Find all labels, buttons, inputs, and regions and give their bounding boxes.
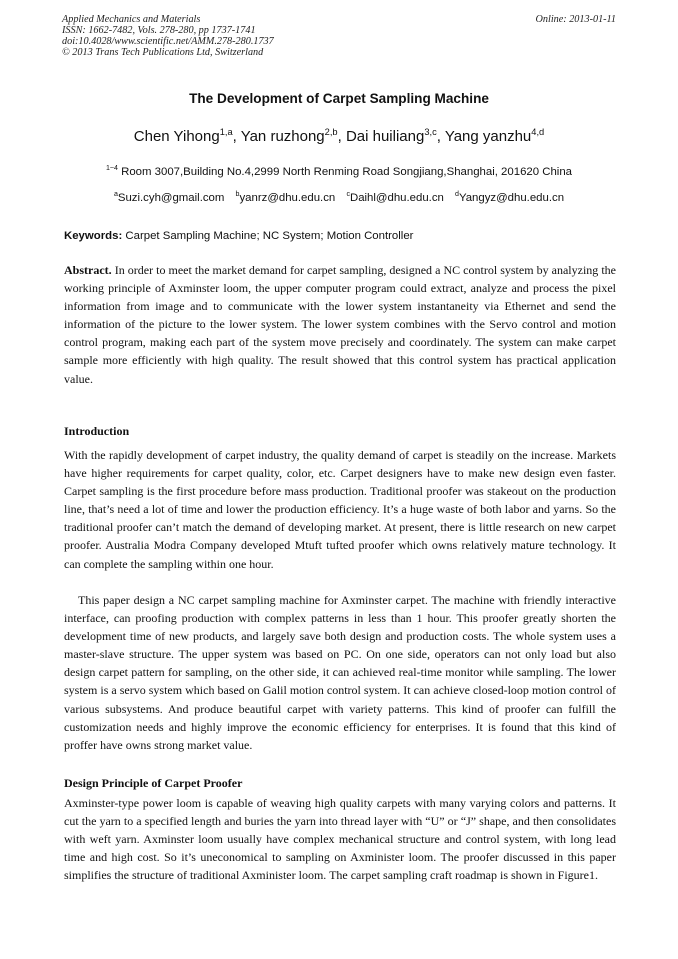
affiliation [0,166,678,178]
abstract-label: Abstract. [64,263,112,277]
author-name: Yan ruzhong [240,128,325,145]
journal-header [62,14,616,58]
email-entry[interactable] [114,192,224,204]
email-entry[interactable] [346,192,443,204]
email-sup: b [235,191,240,199]
section-heading-introduction: Introduction [64,424,130,438]
email-entry[interactable] [236,192,336,204]
email-address: Yangyz@dhu.edu.cn [458,192,565,204]
affiliation-text: Room 3007,Building No.4,2999 North Renming Road Songjiang,Shanghai, 201620 China [117,166,572,178]
author-list: Chen Yihong$^{1,a}$, Yan ruzhong$^{2,b}$, Dai huiliang$^{3,c}$, Yang yanzhu$^{4,d}$ [133,127,545,145]
affiliation-sup: 1~4 [105,165,118,173]
email-entry[interactable] [455,192,564,204]
paper-title: The Development of Carpet Sampling Machine [189,91,489,106]
journal-name: Applied Mechanics and Materials [62,14,201,25]
introduction-paragraph-2: This paper design a NC carpet sampling machine for Axminster carpet. The machine with friendly interactive interface, can proofing production with complex patterns in less than 1 hour. This proofer greatly shorten the development time of new products, and largely save both design and production costs. The whole system uses a master-slave structure. The upper system was based on PC. On one side, operators can not only load but also design carpet pattern for sampling, on the other side, it can achieved real-time monitor while sampling. The lower system is a servo system which based on Galil motion control system. It can achieve closed-loop motion control of various subsystems. And produce beautiful carpet with variety patterns. This kind of proofer can fulfill the customization needs and highly improve the economic efficiency for enterprises. It is found that this kind of proffer have owns strong market value. [64,593,616,752]
email-sup: a [113,191,118,199]
design-paragraph-1: Axminster-type power loom is capable of weaving high quality carpets with many varying colors and patterns. It cut the yarn to a specified length and buries the yarn into thread layer with “U” or “J” shape, and then consolidates with weft yarn. Axminster loom usually have complex mechanical structure and control system, with long lead time and high cost. So it’s uneconomical to sampling on Axminister loom. The proofer discussed in this paper simplifies the structure of traditional Axminister loom. The carpet sampling craft roadmap is shown in Figure1. [64,796,616,883]
introduction-paragraph-1: With the rapidly development of carpet industry, the quality demand of carpet is steadily on the increase. Markets have higher requirements for carpet quality, color, etc. Carpet designers have to make new design even faster. Carpet sampling is the first procedure before mass production. Traditional proofer was stakeout on the production line, that’s need a lot of time and lower the production efficiency. It’s a huge waste of both labor and yarns. So the traditional proofer can’t match the demand of developing market. At present, there is little research on new carpet proofer. Australia Modra Company developed Mtuft tufted proofer which owns relatively mature technology. It can complete the sampling within one hour. [64,448,616,571]
keywords-label: Keywords: [64,230,123,242]
author-sup: 4,d [531,127,545,137]
email-sup: c [346,191,350,199]
author-sup: 2,b [324,127,338,137]
doi-line: doi:10.4028/www.scientific.net/AMM.278-280.1737 [62,36,274,47]
abstract-text: In order to meet the market demand for carpet sampling, designed a NC control system by analyzing the working principle of Axminster loom, the upper computer program could extract, analyze and process the pixel information from image and to communicate with the lower system instantaneity via Ethernet and send the information of the picture to the lower system. The lower system combines with the Servo control and motion control program, making each part of the system move precisely and coordinately. The system can make carpet sample more efficiently with high quality. The result showed that this control system has practical application value. [64,263,616,386]
keywords-text: Carpet Sampling Machine; NC System; Motion Controller [122,230,414,242]
author-name: Yang yanzhu [444,128,532,145]
online-date: Online: 2013-01-11 [535,14,616,25]
copyright-line: © 2013 Trans Tech Publications Ltd, Switzerland [62,47,264,58]
author-name: Dai huiliang [345,128,425,145]
keywords [64,230,616,242]
issn-line: ISSN: 1662-7482, Vols. 278-280, pp 1737-1741 [62,25,256,36]
author-sup: 3,c [424,127,437,137]
email-address: yanrz@dhu.edu.cn [239,192,336,204]
email-address: Suzi.cyh@gmail.com [117,192,225,204]
email-sup: d [455,191,459,199]
email-address: Daihl@dhu.edu.cn [349,192,444,204]
section-heading-design-principle: Design Principle of Carpet Proofer [64,776,243,790]
abstract [64,261,616,388]
email-list [0,192,678,204]
author-sup: 1,a [219,127,233,137]
author-name: Chen Yihong [133,128,220,145]
